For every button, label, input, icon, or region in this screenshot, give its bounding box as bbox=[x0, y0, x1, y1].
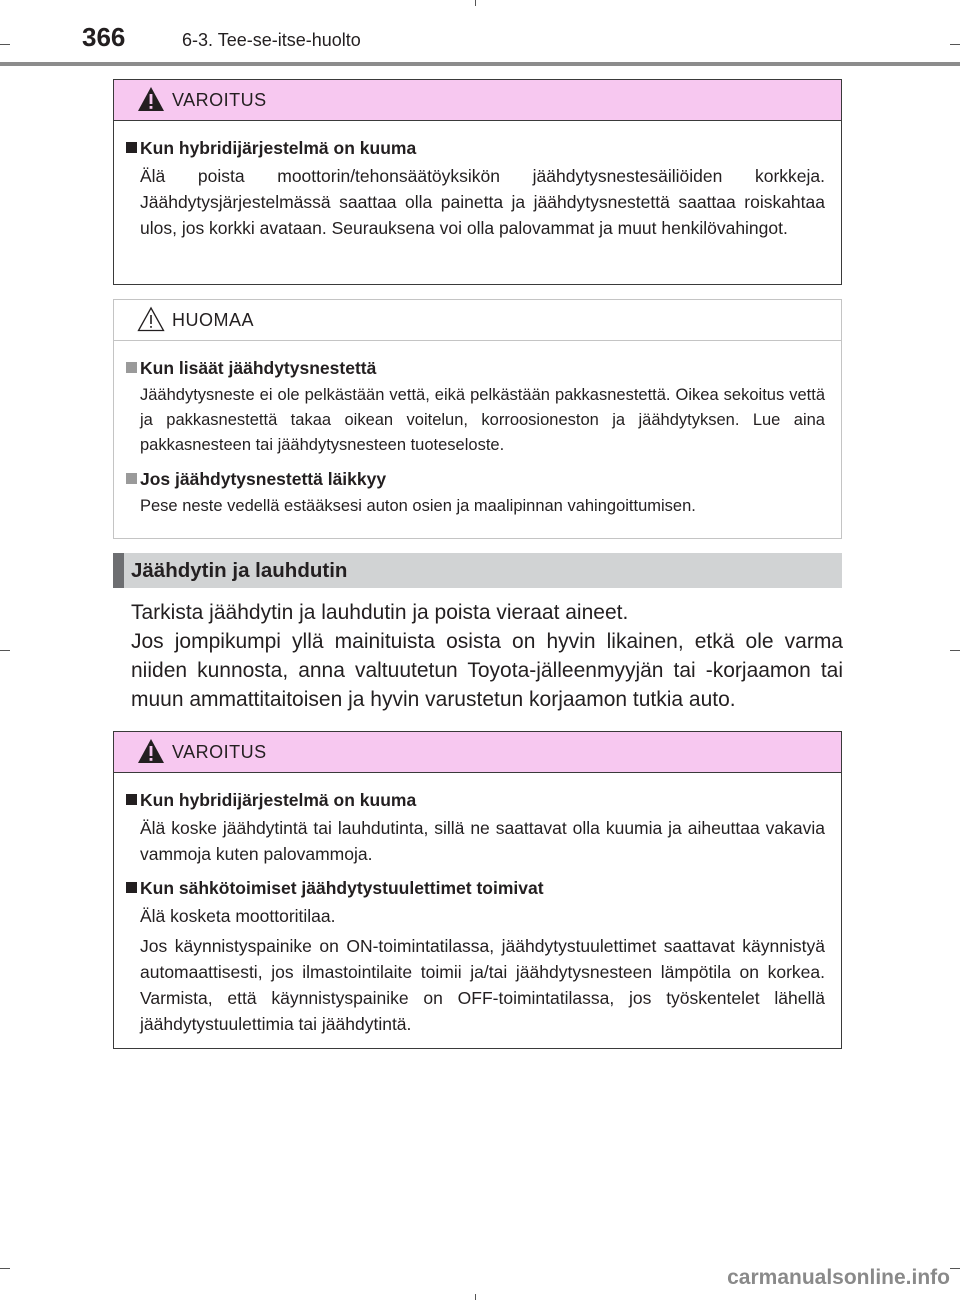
warning-icon bbox=[137, 738, 165, 764]
item-title-text: Kun hybridijärjestelmä on kuuma bbox=[140, 138, 417, 158]
warning-box bbox=[113, 79, 842, 285]
box-body bbox=[114, 773, 841, 1053]
crop-mark bbox=[475, 0, 476, 6]
item-paragraph: Älä koske jäähdytintä tai lauhdutinta, sillä ne saattavat olla kuumia ja aiheuttaa vakavia vammoja kuten palovammoja. bbox=[140, 818, 825, 864]
item-paragraph: Pese neste vedellä estääksesi auton osien ja maalipinnan vahingoittumisen. bbox=[140, 497, 696, 515]
header-rule bbox=[0, 62, 960, 66]
item-title-text: Kun sähkötoimiset jäähdytystuulettimet toimivat bbox=[140, 878, 544, 898]
section-heading: Jäähdytin ja lauhdutin bbox=[131, 559, 348, 582]
item-title-text: Jos jäähdytysnestettä läikkyy bbox=[140, 469, 387, 489]
item-paragraph: Älä poista moottorin/tehonsäätöyksikön jäähdytysnestesäiliöiden korkkeja. Jäähdytysjärjestelmässä saattaa olla painetta ja jäähdytysnestettä saattaa roiskahtaa ulos, jos korkki avataan. Seurauksena voi olla palovammat ja muut henkilövahingot. bbox=[140, 166, 825, 238]
body-line-1: Tarkista jäähdytin ja lauhdutin ja poista vieraat aineet. bbox=[131, 601, 629, 624]
item-title bbox=[126, 137, 825, 159]
crop-mark bbox=[0, 44, 10, 45]
crop-mark bbox=[950, 650, 960, 651]
crop-mark bbox=[475, 1294, 476, 1300]
page-number: 366 bbox=[82, 22, 126, 52]
section-heading-bar bbox=[113, 553, 842, 588]
warning-box-header bbox=[114, 80, 841, 121]
item-title bbox=[126, 877, 825, 899]
box-body bbox=[114, 341, 841, 535]
warning-box-header bbox=[114, 732, 841, 773]
watermark: carmanualsonline.info bbox=[727, 1266, 950, 1289]
heading-accent bbox=[113, 553, 124, 588]
notice-box-header bbox=[114, 300, 841, 341]
item-paragraph: Jäähdytysneste ei ole pelkästään vettä, eikä pelkästään pakkasnestettä. Oikea sekoitus vettä ja pakkasnestettä takaa oikean voitelun, korroosioneston ja jäähdytyksen. Lue aina pakkasnesteen tai jäähdytysnesteen tuoteseloste. bbox=[140, 386, 825, 454]
warning-item bbox=[126, 137, 825, 241]
item-paragraph: Jos käynnistyspainike on ON-toimintatilassa, jäähdytystuulettimet saattavat käynnistyä automaattisesti, jos ilmastointilaite toimii ja/tai jäähdytysnesteen lämpötila on korkea. Varmista, että käynnistyspainike on OFF-toimintatilassa, jos työskentelet lähellä jäähdytystuulettimia tai jäähdytintä. bbox=[140, 936, 825, 1034]
body-text bbox=[131, 598, 843, 714]
warning-label: VAROITUS bbox=[172, 90, 267, 110]
box-body bbox=[114, 121, 841, 257]
crop-mark bbox=[950, 44, 960, 45]
warning-box bbox=[113, 731, 842, 1049]
item-title bbox=[126, 789, 825, 811]
item-title-text: Kun lisäät jäähdytysnestettä bbox=[140, 358, 377, 378]
warning-item bbox=[126, 877, 825, 1037]
item-title-text: Kun hybridijärjestelmä on kuuma bbox=[140, 790, 417, 810]
section-header: 6-3. Tee-se-itse-huolto bbox=[182, 30, 361, 50]
warning-item bbox=[126, 357, 825, 458]
warning-label: VAROITUS bbox=[172, 742, 267, 762]
item-title bbox=[126, 357, 825, 379]
notice-label: HUOMAA bbox=[172, 310, 255, 330]
warning-item bbox=[126, 789, 825, 867]
crop-mark bbox=[0, 650, 10, 651]
item-title bbox=[126, 468, 825, 490]
square-bullet-icon bbox=[126, 142, 137, 153]
item-paragraph: Älä kosketa moottoritilaa. bbox=[140, 906, 336, 926]
warning-icon bbox=[137, 86, 165, 112]
square-bullet-icon bbox=[126, 882, 137, 893]
square-bullet-icon bbox=[126, 473, 137, 484]
notice-box bbox=[113, 299, 842, 539]
square-bullet-icon bbox=[126, 794, 137, 805]
body-line-2: Jos jompikumpi yllä mainituista osista on hyvin likainen, etkä ole varma niiden kunnosta, anna valtuutetun Toyota-jälleenmyyjän tai -korjaamon tai muun ammattitaitoisen ja hyvin varustetun korjaamon tutkia auto. bbox=[131, 630, 843, 711]
caution-outline-icon bbox=[137, 306, 165, 332]
crop-mark bbox=[0, 1268, 10, 1269]
warning-item bbox=[126, 468, 825, 519]
crop-mark bbox=[950, 1268, 960, 1269]
square-bullet-icon bbox=[126, 362, 137, 373]
